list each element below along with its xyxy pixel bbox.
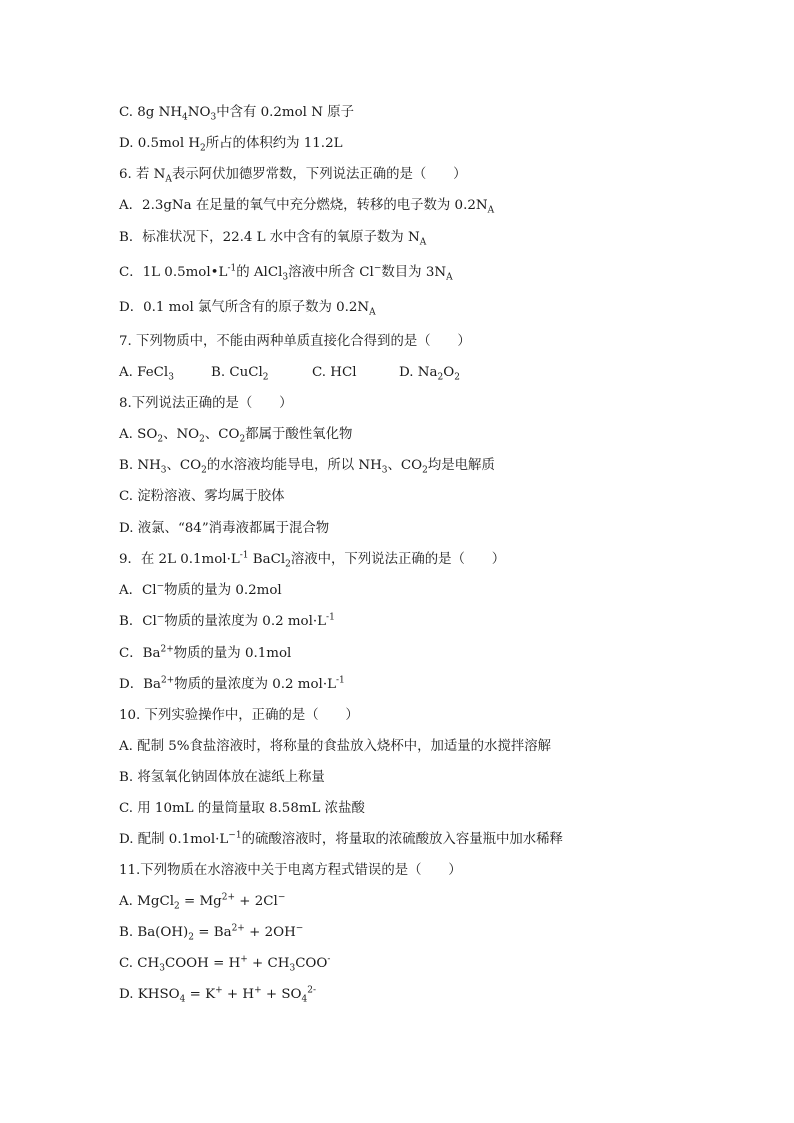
subscript: 3 (160, 465, 167, 476)
superscript: -1 (227, 263, 237, 274)
text: A. FeCl (119, 365, 169, 380)
option-7d (399, 364, 460, 382)
subscript: 2 (422, 465, 428, 476)
text: + 2Cl (235, 894, 278, 909)
option-6d (119, 299, 376, 317)
subscript: 2 (239, 434, 246, 445)
text: C. HCl (312, 365, 357, 380)
question-11 (119, 862, 462, 880)
subscript: 3 (289, 963, 296, 974)
option-7c (312, 364, 399, 382)
text: 、CO (387, 458, 423, 473)
text: A. 配制 5%食盐溶液时，将称量的食盐放入烧杯中，加适量的水搅拌溶解 (119, 739, 552, 754)
text: D. 配制 0.1mol·L (119, 832, 229, 847)
superscript: + (254, 985, 262, 996)
text: = K (185, 987, 216, 1002)
superscript: -1 (335, 675, 345, 686)
text: 溶液中所含 Cl (288, 265, 374, 280)
text: 、NO (163, 427, 200, 442)
text: + H (222, 987, 255, 1002)
text: + SO (261, 987, 302, 1002)
text: 、CO (204, 427, 240, 442)
text: + CH (247, 956, 290, 971)
text: B．Cl (119, 614, 157, 629)
text: C．1L 0.5mol•L (119, 265, 228, 280)
subscript: 2 (188, 932, 195, 943)
option-6b (119, 229, 426, 247)
subscript: 2 (157, 434, 164, 445)
option-8b (119, 457, 495, 475)
subscript: 4 (182, 112, 188, 123)
subscript: 2 (174, 901, 180, 912)
text: NO (187, 105, 211, 120)
subscript: A (369, 307, 376, 318)
superscript: - (327, 954, 331, 965)
text: C. 用 10mL 的量筒量取 8.58mL 浓盐酸 (119, 801, 365, 816)
text: 均是电解质 (427, 458, 495, 473)
superscript: − (156, 612, 165, 623)
subscript: A (165, 174, 172, 185)
text: 溶液中，下列说法正确的是（ ） (290, 552, 506, 567)
question-8 (119, 395, 292, 413)
text: C．Ba (119, 646, 161, 661)
text: B. 将氢氧化钠固体放在滤纸上称量 (119, 770, 325, 785)
subscript: 3 (282, 272, 289, 283)
text: 物质的量浓度为 0.2 mol·L (174, 677, 336, 692)
text: BaCl (248, 552, 286, 567)
superscript: − (373, 263, 382, 274)
text: B. CuCl (211, 365, 263, 380)
text: A. MgCl (119, 894, 174, 909)
option-11b (119, 924, 303, 942)
text: 7. 下列物质中，不能由两种单质直接化合得到的是（ ） (119, 334, 471, 349)
text: C. 淀粉溶液、雾均属于胶体 (119, 489, 285, 504)
subscript: A (446, 272, 453, 283)
text: COOH = H (164, 956, 241, 971)
subscript: 2 (201, 465, 207, 476)
option-9c (119, 645, 291, 663)
subscript: 2 (437, 372, 444, 383)
text: D．0.1 mol 氯气所含有的原子数为 0.2N (119, 300, 370, 315)
option-8d (119, 520, 329, 538)
subscript: 2 (199, 434, 205, 445)
superscript: −1 (228, 830, 242, 841)
text: C. 8g NH (119, 105, 183, 120)
subscript: 2 (454, 372, 460, 383)
text: A．Cl (119, 583, 157, 598)
text: 10. 下列实验操作中，正确的是（ ） (119, 708, 359, 723)
text: + 2OH (244, 925, 296, 940)
text: A．2.3gNa 在足量的氧气中充分燃烧，转移的电子数为 0.2N (119, 198, 488, 213)
option-8a (119, 426, 352, 444)
question-9 (119, 551, 505, 569)
subscript: 3 (210, 112, 217, 123)
text: D．Ba (119, 677, 161, 692)
superscript: + (215, 985, 223, 996)
option-9d (119, 676, 345, 694)
option-10c (119, 800, 365, 818)
text: 、CO (166, 458, 202, 473)
text: 的硫酸溶液时，将量取的浓硫酸放入容量瓶中加水稀释 (241, 832, 563, 847)
question-6 (119, 166, 467, 184)
option-8c (119, 488, 285, 506)
option-9a (119, 582, 282, 600)
superscript: + (240, 954, 248, 965)
text: = Ba (194, 925, 232, 940)
option-11a (119, 893, 285, 911)
text: A. SO (119, 427, 158, 442)
text: = Mg (179, 894, 222, 909)
text: 表示阿伏加德罗常数，下列说法正确的是（ ） (171, 167, 467, 182)
text: 物质的量浓度为 0.2 mol·L (164, 614, 327, 629)
subscript: 3 (159, 963, 165, 974)
superscript: 2+ (160, 675, 175, 686)
text: 9．在 2L 0.1mol·L (119, 552, 240, 567)
superscript: 2- (307, 985, 317, 996)
text: 物质的量为 0.2mol (164, 583, 282, 598)
text: 6. 若 N (119, 167, 166, 182)
superscript: -1 (326, 612, 335, 623)
text: 11.下列物质在水溶液中关于电离方程式错误的是（ ） (119, 863, 462, 878)
superscript: − (277, 892, 286, 903)
subscript: 4 (179, 994, 186, 1005)
option-5c (119, 104, 354, 122)
superscript: 2+ (221, 892, 236, 903)
subscript: 2 (200, 143, 206, 154)
subscript: 3 (168, 372, 174, 383)
text: 数目为 3N (381, 265, 447, 280)
subscript: 3 (381, 465, 388, 476)
text: 物质的量为 0.1mol (173, 646, 292, 661)
question-7 (119, 333, 471, 351)
text: D. 液氯、“84”消毒液都属于混合物 (119, 521, 330, 536)
text: B．标准状况下，22.4 L 水中含有的氧原子数为 N (119, 230, 420, 245)
subscript: 2 (262, 372, 269, 383)
superscript: 2+ (231, 923, 245, 934)
text: B. NH (119, 458, 161, 473)
subscript: A (487, 205, 495, 216)
text: 中含有 0.2mol N 原子 (216, 105, 354, 120)
subscript: 2 (285, 559, 291, 570)
superscript: 2+ (160, 644, 174, 655)
option-6c (119, 264, 453, 282)
text: 所占的体积约为 11.2L (205, 136, 343, 151)
text: COO (295, 956, 328, 971)
option-7b (211, 364, 312, 382)
option-10d (119, 831, 563, 849)
subscript: 4 (301, 994, 308, 1005)
option-11c (119, 955, 330, 973)
option-10a (119, 738, 551, 756)
option-6a (119, 197, 494, 215)
options-7 (119, 364, 460, 382)
option-7a (119, 364, 211, 382)
option-5d (119, 135, 342, 153)
option-10b (119, 769, 325, 787)
text: D. KHSO (119, 987, 180, 1002)
text: 的水溶液均能导电，所以 NH (206, 458, 382, 473)
text: 的 AlCl (236, 265, 283, 280)
option-11d (119, 986, 316, 1004)
text: B. Ba(OH) (119, 925, 189, 940)
superscript: − (295, 923, 304, 934)
text: D. Na (399, 365, 438, 380)
option-9b (119, 613, 335, 631)
superscript: -1 (239, 550, 249, 561)
subscript: A (419, 237, 427, 248)
superscript: − (156, 581, 165, 592)
text: O (443, 365, 455, 380)
text: C. CH (119, 956, 160, 971)
question-10 (119, 707, 359, 725)
text: 都属于酸性氧化物 (245, 427, 353, 442)
text: D. 0.5mol H (119, 136, 201, 151)
text: 8.下列说法正确的是（ ） (119, 396, 293, 411)
